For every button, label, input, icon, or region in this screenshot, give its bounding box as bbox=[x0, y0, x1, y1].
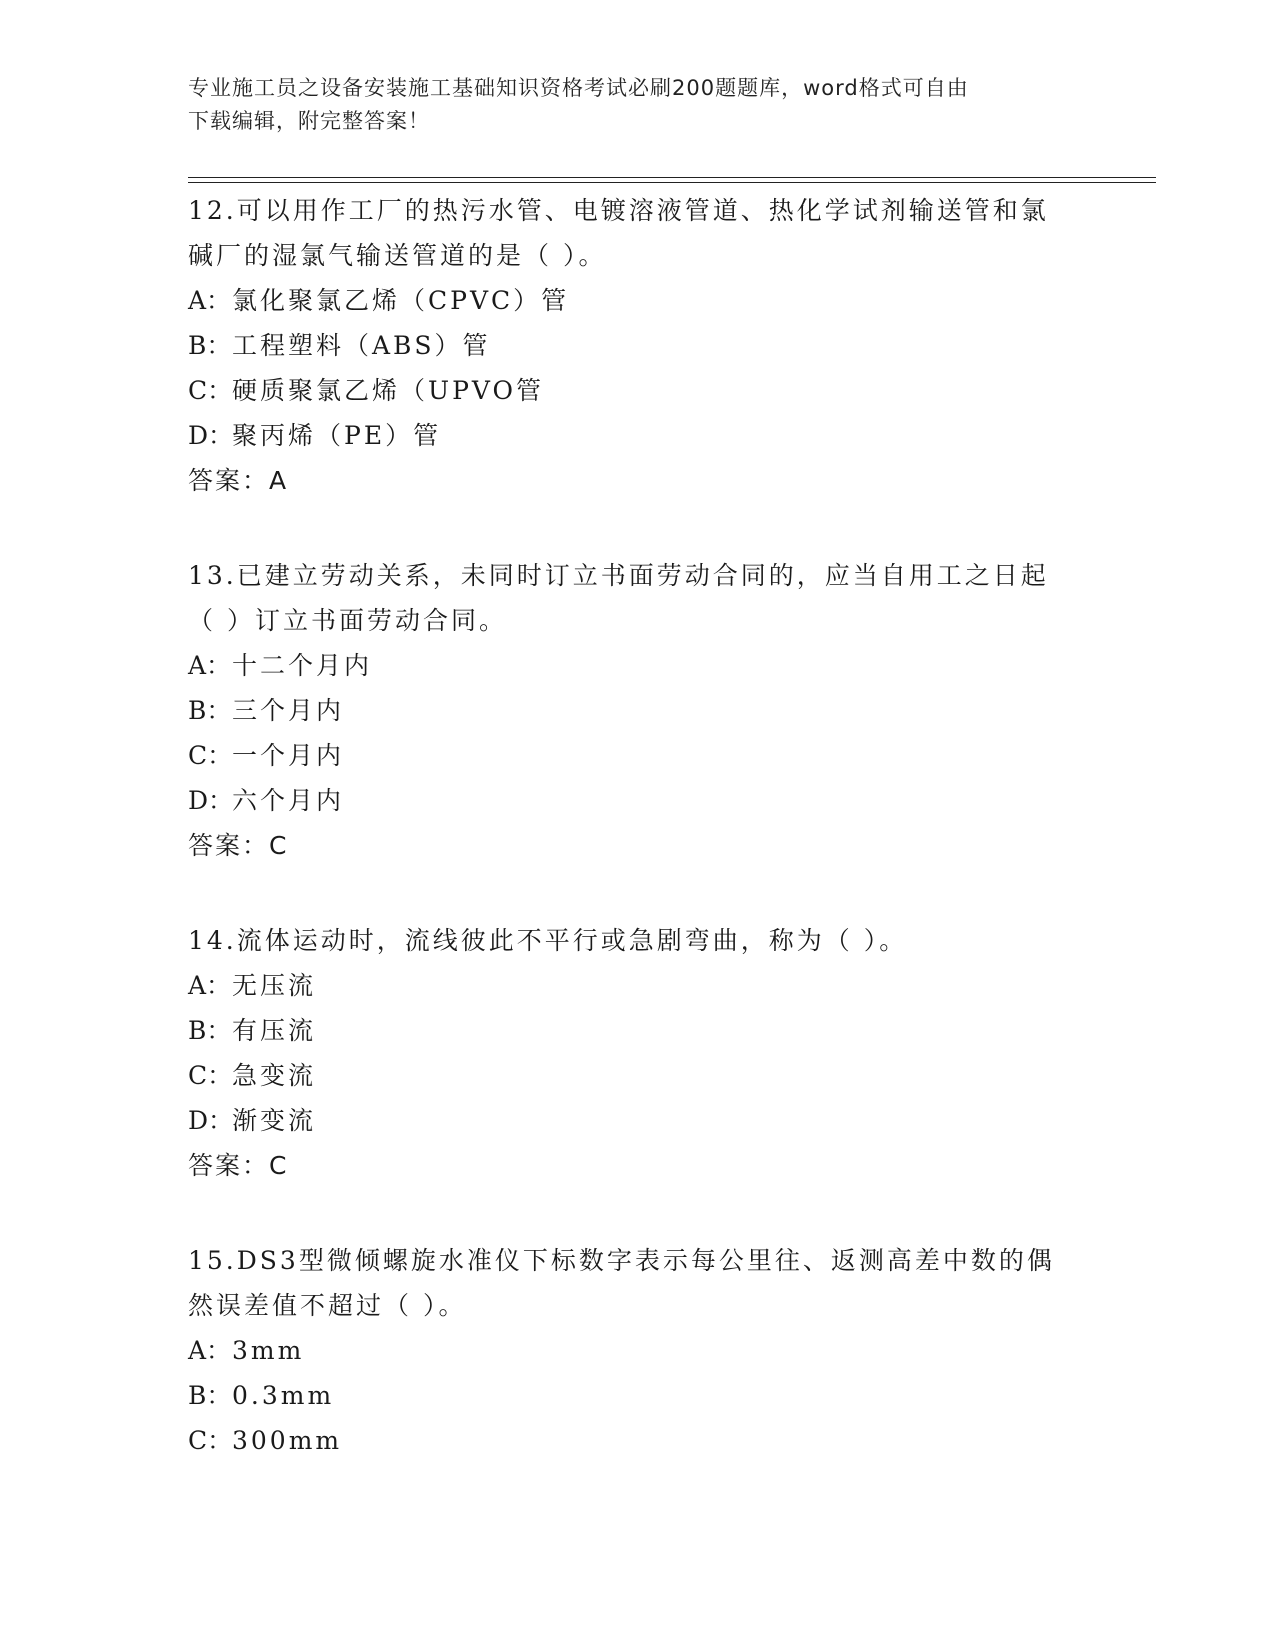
answer: 答案：A bbox=[188, 466, 289, 495]
option-key: A： bbox=[188, 971, 232, 1000]
option-c bbox=[188, 733, 1088, 778]
question-stem-line: 15.DS3型微倾螺旋水准仪下标数字表示每公里往、返测高差中数的偶 bbox=[188, 1246, 1055, 1275]
option-text: 3mm bbox=[232, 1336, 305, 1365]
header-divider-bottom bbox=[188, 182, 1156, 183]
option-a bbox=[188, 643, 1088, 688]
option-text: 六个月内 bbox=[232, 786, 345, 815]
question-stem-line: 14.流体运动时，流线彼此不平行或急剧弯曲，称为（ ）。 bbox=[188, 926, 908, 955]
option-key: A： bbox=[188, 1336, 232, 1365]
option-key: B： bbox=[188, 696, 232, 725]
option-key: B： bbox=[188, 1016, 232, 1045]
option-c bbox=[188, 1053, 1088, 1098]
option-key: A： bbox=[188, 651, 232, 680]
option-b bbox=[188, 688, 1088, 733]
option-key: C： bbox=[188, 1426, 233, 1455]
header-line-2: 下载编辑，附完整答案！ bbox=[188, 109, 430, 133]
question-15 bbox=[188, 1238, 1088, 1463]
option-a bbox=[188, 1328, 1088, 1373]
document-header bbox=[188, 72, 1068, 138]
option-text: 渐变流 bbox=[232, 1106, 317, 1135]
question-stem-line: （ ）订立书面劳动合同。 bbox=[188, 606, 507, 635]
question-13 bbox=[188, 553, 1088, 868]
question-12 bbox=[188, 188, 1088, 503]
option-text: 一个月内 bbox=[232, 741, 345, 770]
option-d bbox=[188, 778, 1088, 823]
option-b bbox=[188, 1373, 1088, 1418]
option-d bbox=[188, 413, 1088, 458]
option-c bbox=[188, 368, 1088, 413]
header-line-1: 专业施工员之设备安装施工基础知识资格考试必刷200题题库，word格式可自由 bbox=[188, 76, 969, 100]
answer: 答案：C bbox=[188, 831, 289, 860]
option-text: 工程塑料（ABS）管 bbox=[232, 331, 491, 360]
option-key: B： bbox=[188, 1381, 232, 1410]
option-text: 0.3mm bbox=[232, 1381, 335, 1410]
option-c bbox=[188, 1418, 1088, 1463]
option-key: C： bbox=[188, 376, 233, 405]
option-key: C： bbox=[188, 1061, 233, 1090]
option-key: C： bbox=[188, 741, 233, 770]
option-key: B： bbox=[188, 331, 232, 360]
option-text: 急变流 bbox=[232, 1061, 317, 1090]
option-key: D： bbox=[188, 786, 234, 815]
option-key: D： bbox=[188, 1106, 234, 1135]
option-b bbox=[188, 323, 1088, 368]
option-a bbox=[188, 278, 1088, 323]
option-key: D： bbox=[188, 421, 234, 450]
option-text: 十二个月内 bbox=[232, 651, 373, 680]
question-stem-line: 碱厂的湿氯气输送管道的是（ ）。 bbox=[188, 241, 607, 270]
option-text: 三个月内 bbox=[232, 696, 345, 725]
question-14 bbox=[188, 918, 1088, 1188]
option-b bbox=[188, 1008, 1088, 1053]
question-stem-line: 12.可以用作工厂的热污水管、电镀溶液管道、热化学试剂输送管和氯 bbox=[188, 196, 1049, 225]
option-text: 300mm bbox=[232, 1426, 343, 1455]
option-key: A： bbox=[188, 286, 232, 315]
option-d bbox=[188, 1098, 1088, 1143]
option-text: 氯化聚氯乙烯（CPVC）管 bbox=[232, 286, 570, 315]
option-a bbox=[188, 963, 1088, 1008]
option-text: 有压流 bbox=[232, 1016, 317, 1045]
header-divider-top bbox=[188, 177, 1156, 178]
option-text: 聚丙烯（PE）管 bbox=[232, 421, 442, 450]
option-text: 硬质聚氯乙烯（UPVO管 bbox=[232, 376, 545, 405]
answer: 答案：C bbox=[188, 1151, 289, 1180]
question-stem-line: 然误差值不超过（ ）。 bbox=[188, 1291, 467, 1320]
option-text: 无压流 bbox=[232, 971, 317, 1000]
question-stem-line: 13.已建立劳动关系，未同时订立书面劳动合同的，应当自用工之日起 bbox=[188, 561, 1049, 590]
